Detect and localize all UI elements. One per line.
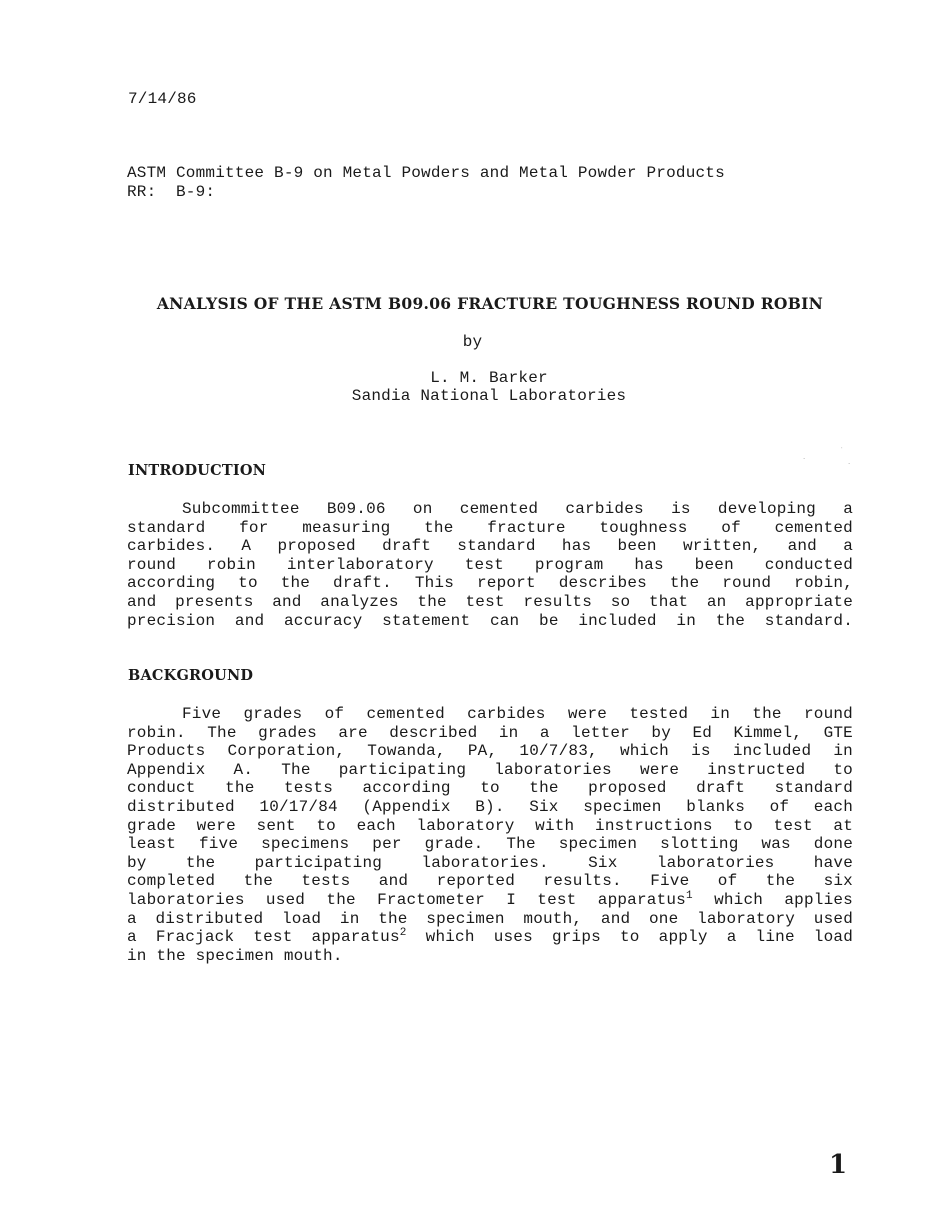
paragraph-line: Products Corporation, Towanda, PA, 10/7/83, which is included in — [127, 742, 853, 761]
scan-artifact: · — [848, 460, 851, 468]
page-number: 1 — [829, 1150, 848, 1180]
document-date: 7/14/86 — [128, 90, 197, 108]
paragraph-line: according to the draft. This report describes the round robin, — [127, 574, 853, 593]
line-text: a Fracjack test apparatus — [127, 928, 400, 947]
paragraph-line: Subcommittee B09.06 on cemented carbides is developing a — [182, 500, 853, 518]
author-name: L. M. Barker — [430, 369, 548, 387]
paragraph-line: distributed 10/17/84 (Appendix B). Six specimen blanks of each — [127, 797, 853, 816]
document-title: ANALYSIS OF THE ASTM B09.06 FRACTURE TOUGHNESS ROUND ROBIN — [156, 294, 824, 313]
line-text: which applies — [692, 890, 853, 909]
by-line: by — [462, 333, 483, 351]
paragraph-line: grade were sent to each laboratory with instructions to test at — [127, 816, 853, 835]
paragraph-line: least five specimens per grade. The specimen slotting was done — [127, 835, 853, 854]
background-heading: BACKGROUND — [128, 667, 254, 684]
paragraph-line: a distributed load in the specimen mouth, and one laboratory used — [127, 909, 853, 928]
paragraph-line: by the participating laboratories. Six laboratories have — [127, 853, 853, 872]
rr-line: RR: B-9: — [127, 182, 216, 201]
background-paragraph — [127, 705, 853, 965]
footnote-ref: 2 — [399, 927, 407, 940]
committee-block — [127, 164, 725, 201]
paragraph-line: and presents and analyzes the test results so that an appropriate — [127, 592, 853, 611]
scan-artifact: ˙ — [840, 447, 844, 455]
footnote-ref: 1 — [685, 889, 693, 902]
paragraph-line-with-footnote — [127, 891, 853, 910]
paragraph-line: round robin interlaboratory test program has been conducted — [127, 555, 853, 574]
line-text: laboratories used the Fractometer I test apparatus — [127, 890, 686, 909]
line-text: which uses grips to apply a line load — [406, 928, 853, 947]
paragraph-line: standard for measuring the fracture toughness of cemented — [127, 518, 853, 537]
paragraph-line: Appendix A. The participating laboratories were instructed to — [127, 760, 853, 779]
introduction-heading: INTRODUCTION — [128, 462, 267, 479]
author-affiliation: Sandia National Laboratories — [351, 387, 627, 405]
paragraph-line: completed the tests and reported results. Five of the six — [127, 872, 853, 891]
paragraph-line: conduct the tests according to the proposed draft standard — [127, 779, 853, 798]
committee-line: ASTM Committee B-9 on Metal Powders and Metal Powder Products — [127, 164, 725, 182]
paragraph-line: Five grades of cemented carbides were tested in the round — [182, 705, 853, 723]
introduction-paragraph — [127, 500, 853, 630]
scan-artifact: · — [803, 455, 806, 463]
paragraph-line: precision and accuracy statement can be included in the standard. — [127, 611, 853, 630]
paragraph-line-with-footnote — [127, 928, 853, 947]
paragraph-line: in the specimen mouth. — [127, 946, 343, 965]
paragraph-line: carbides. A proposed draft standard has been written, and a — [127, 537, 853, 556]
paragraph-line: robin. The grades are described in a letter by Ed Kimmel, GTE — [127, 723, 853, 742]
